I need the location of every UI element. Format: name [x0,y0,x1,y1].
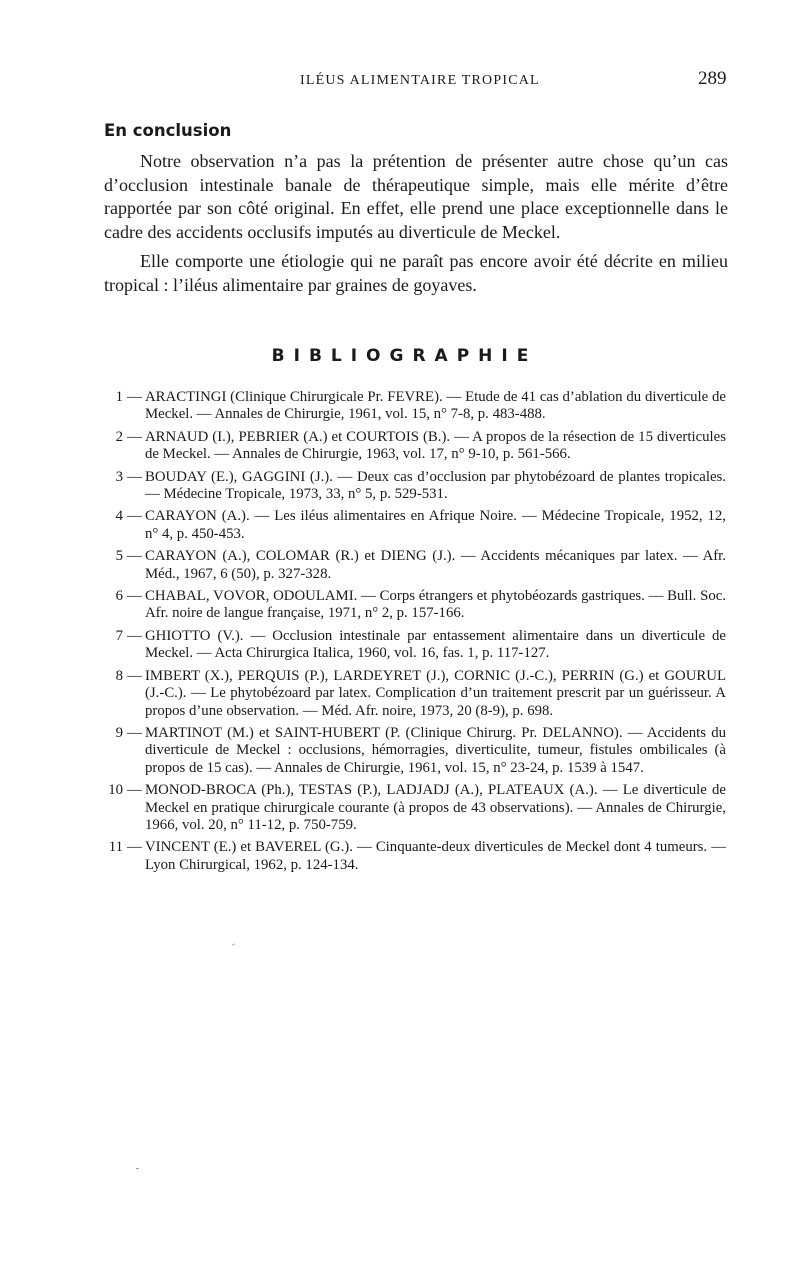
bibliography-entry [96,628,726,663]
page-header [0,68,800,94]
entry-text: MONOD-BROCA (Ph.), TESTAS (P.), LADJADJ (A.), PLATEAUX (A.). — Le diverticule de Meckel en pratique chirurgicale courante (à propos de 43 observations). — Annales de Chirurgie, 1966, vol. 20, n° 11-12, p. 750-759. [145,782,726,833]
bibliography-entry [96,469,726,504]
entry-dash: — [127,548,142,565]
bibliography-entry [96,389,726,424]
conclusion-paragraph: Notre observation n’a pas la prétention de présenter autre chose qu’un cas d’occlusion intestinale banale de thérapeutique simple, mais elle mérite d’être rapportée par son côté original. En effet, elle prend une place exceptionnelle dans le cadre des accidents occlusifs imputés au diverticule de Meckel. [104,151,728,242]
bibliography-entry [96,429,726,464]
entry-dash: — [127,468,142,485]
entry-text: BOUDAY (E.), GAGGINI (J.). — Deux cas d’occlusion par phytobézoard de plantes tropicales. — Médecine Tropicale, 1973, 33, n° 5, p. 529-531. [145,468,726,503]
page-number: 289 [698,68,727,89]
entry-text: CHABAL, VOVOR, ODOULAMI. — Corps étrangers et phytobéozards gastriques. — Bull. Soc. Afr. noire de langue française, 1971, n° 2, p. 157-166. [145,588,726,622]
entry-text: CARAYON (A.), COLOMAR (R.) et DIENG (J.). — Accidents mécaniques par latex. — Afr. Méd., 1967, 6 (50), p. 327-328. [145,548,726,582]
bibliography-entry [96,548,726,583]
bibliography-entry [96,668,726,720]
entry-dash: — [127,389,142,405]
entry-number: 4 [115,508,123,525]
running-title: ILÉUS ALIMENTAIRE TROPICAL [300,73,540,88]
bibliography-entry [96,725,726,777]
bibliography-entry [96,508,726,543]
entry-number: 11 [108,839,123,856]
entry-number: 7 [115,627,123,644]
conclusion-text [104,150,728,303]
entry-number: 5 [115,548,123,565]
bibliography-heading: BIBLIOGRAPHIE [271,346,538,366]
entry-text: IMBERT (X.), PERQUIS (P.), LARDEYRET (J.), CORNIC (J.-C.), PERRIN (G.) et GOURUL (J.-C.). — Le phytobézoard par latex. Complication d’un traitement prescrit par un guérisseur. A propos d’une observation. — Méd. Afr. noire, 1973, 20 (8-9), p. 698. [145,667,726,719]
entry-text: CARAYON (A.). — Les iléus alimentaires en Afrique Noire. — Médecine Tropicale, 1952, 12, n° 4, p. 450-453. [145,508,726,542]
entry-number: 10 [108,782,123,799]
print-speck [232,943,235,945]
entry-dash: — [127,782,142,799]
entry-dash: — [127,667,142,684]
bibliography-entry [96,839,726,874]
entry-text: ARACTINGI (Clinique Chirurgicale Pr. FEVRE). — Etude de 41 cas d’ablation du diverticule de Meckel. — Annales de Chirurgie, 1961, vol. 15, n° 7-8, p. 483-488. [145,389,726,423]
entry-text: VINCENT (E.) et BAVEREL (G.). — Cinquante-deux diverticules de Meckel dont 4 tumeurs. — Lyon Chirurgical, 1962, p. 124-134. [145,839,726,873]
conclusion-paragraph: Elle comporte une étiologie qui ne paraît pas encore avoir été décrite en milieu tropical : l’iléus alimentaire par graines de goyaves. [104,251,728,295]
entry-dash: — [127,627,142,644]
entry-number: 2 [115,428,123,445]
print-speck [136,1168,139,1169]
entry-dash: — [127,724,142,741]
entry-text: MARTINOT (M.) et SAINT-HUBERT (P. (Clinique Chirurg. Pr. DELANNO). — Accidents du diverticule de Meckel : occlusions, hémorragies, diverticulite, tumeur, fistules ombilicales (à propos de 15 cas). — Annales de Chirurgie, 1961, vol. 15, n° 23-24, p. 1539 à 1547. [145,724,726,776]
conclusion-heading: En conclusion [104,121,232,140]
entry-text: GHIOTTO (V.). — Occlusion intestinale par entassement alimentaire dans un diverticule de Meckel. — Acta Chirurgica Italica, 1960, vol. 16, fas. 1, p. 117-127. [145,627,726,662]
bibliography-entry [96,782,726,834]
entry-number: 8 [115,667,123,684]
entry-number: 9 [115,724,123,741]
entry-text: ARNAUD (I.), PEBRIER (A.) et COURTOIS (B.). — A propos de la résection de 15 diverticules de Meckel. — Annales de Chirurgie, 1963, vol. 17, n° 9-10, p. 561-566. [145,428,726,463]
bibliography-list [96,389,726,879]
bibliography-entry [96,588,726,623]
entry-dash: — [127,508,142,525]
entry-dash: — [127,428,142,445]
entry-number: 1 [115,389,123,405]
entry-number: 6 [115,588,123,605]
entry-dash: — [127,588,142,605]
entry-dash: — [127,839,142,856]
entry-number: 3 [115,468,123,485]
